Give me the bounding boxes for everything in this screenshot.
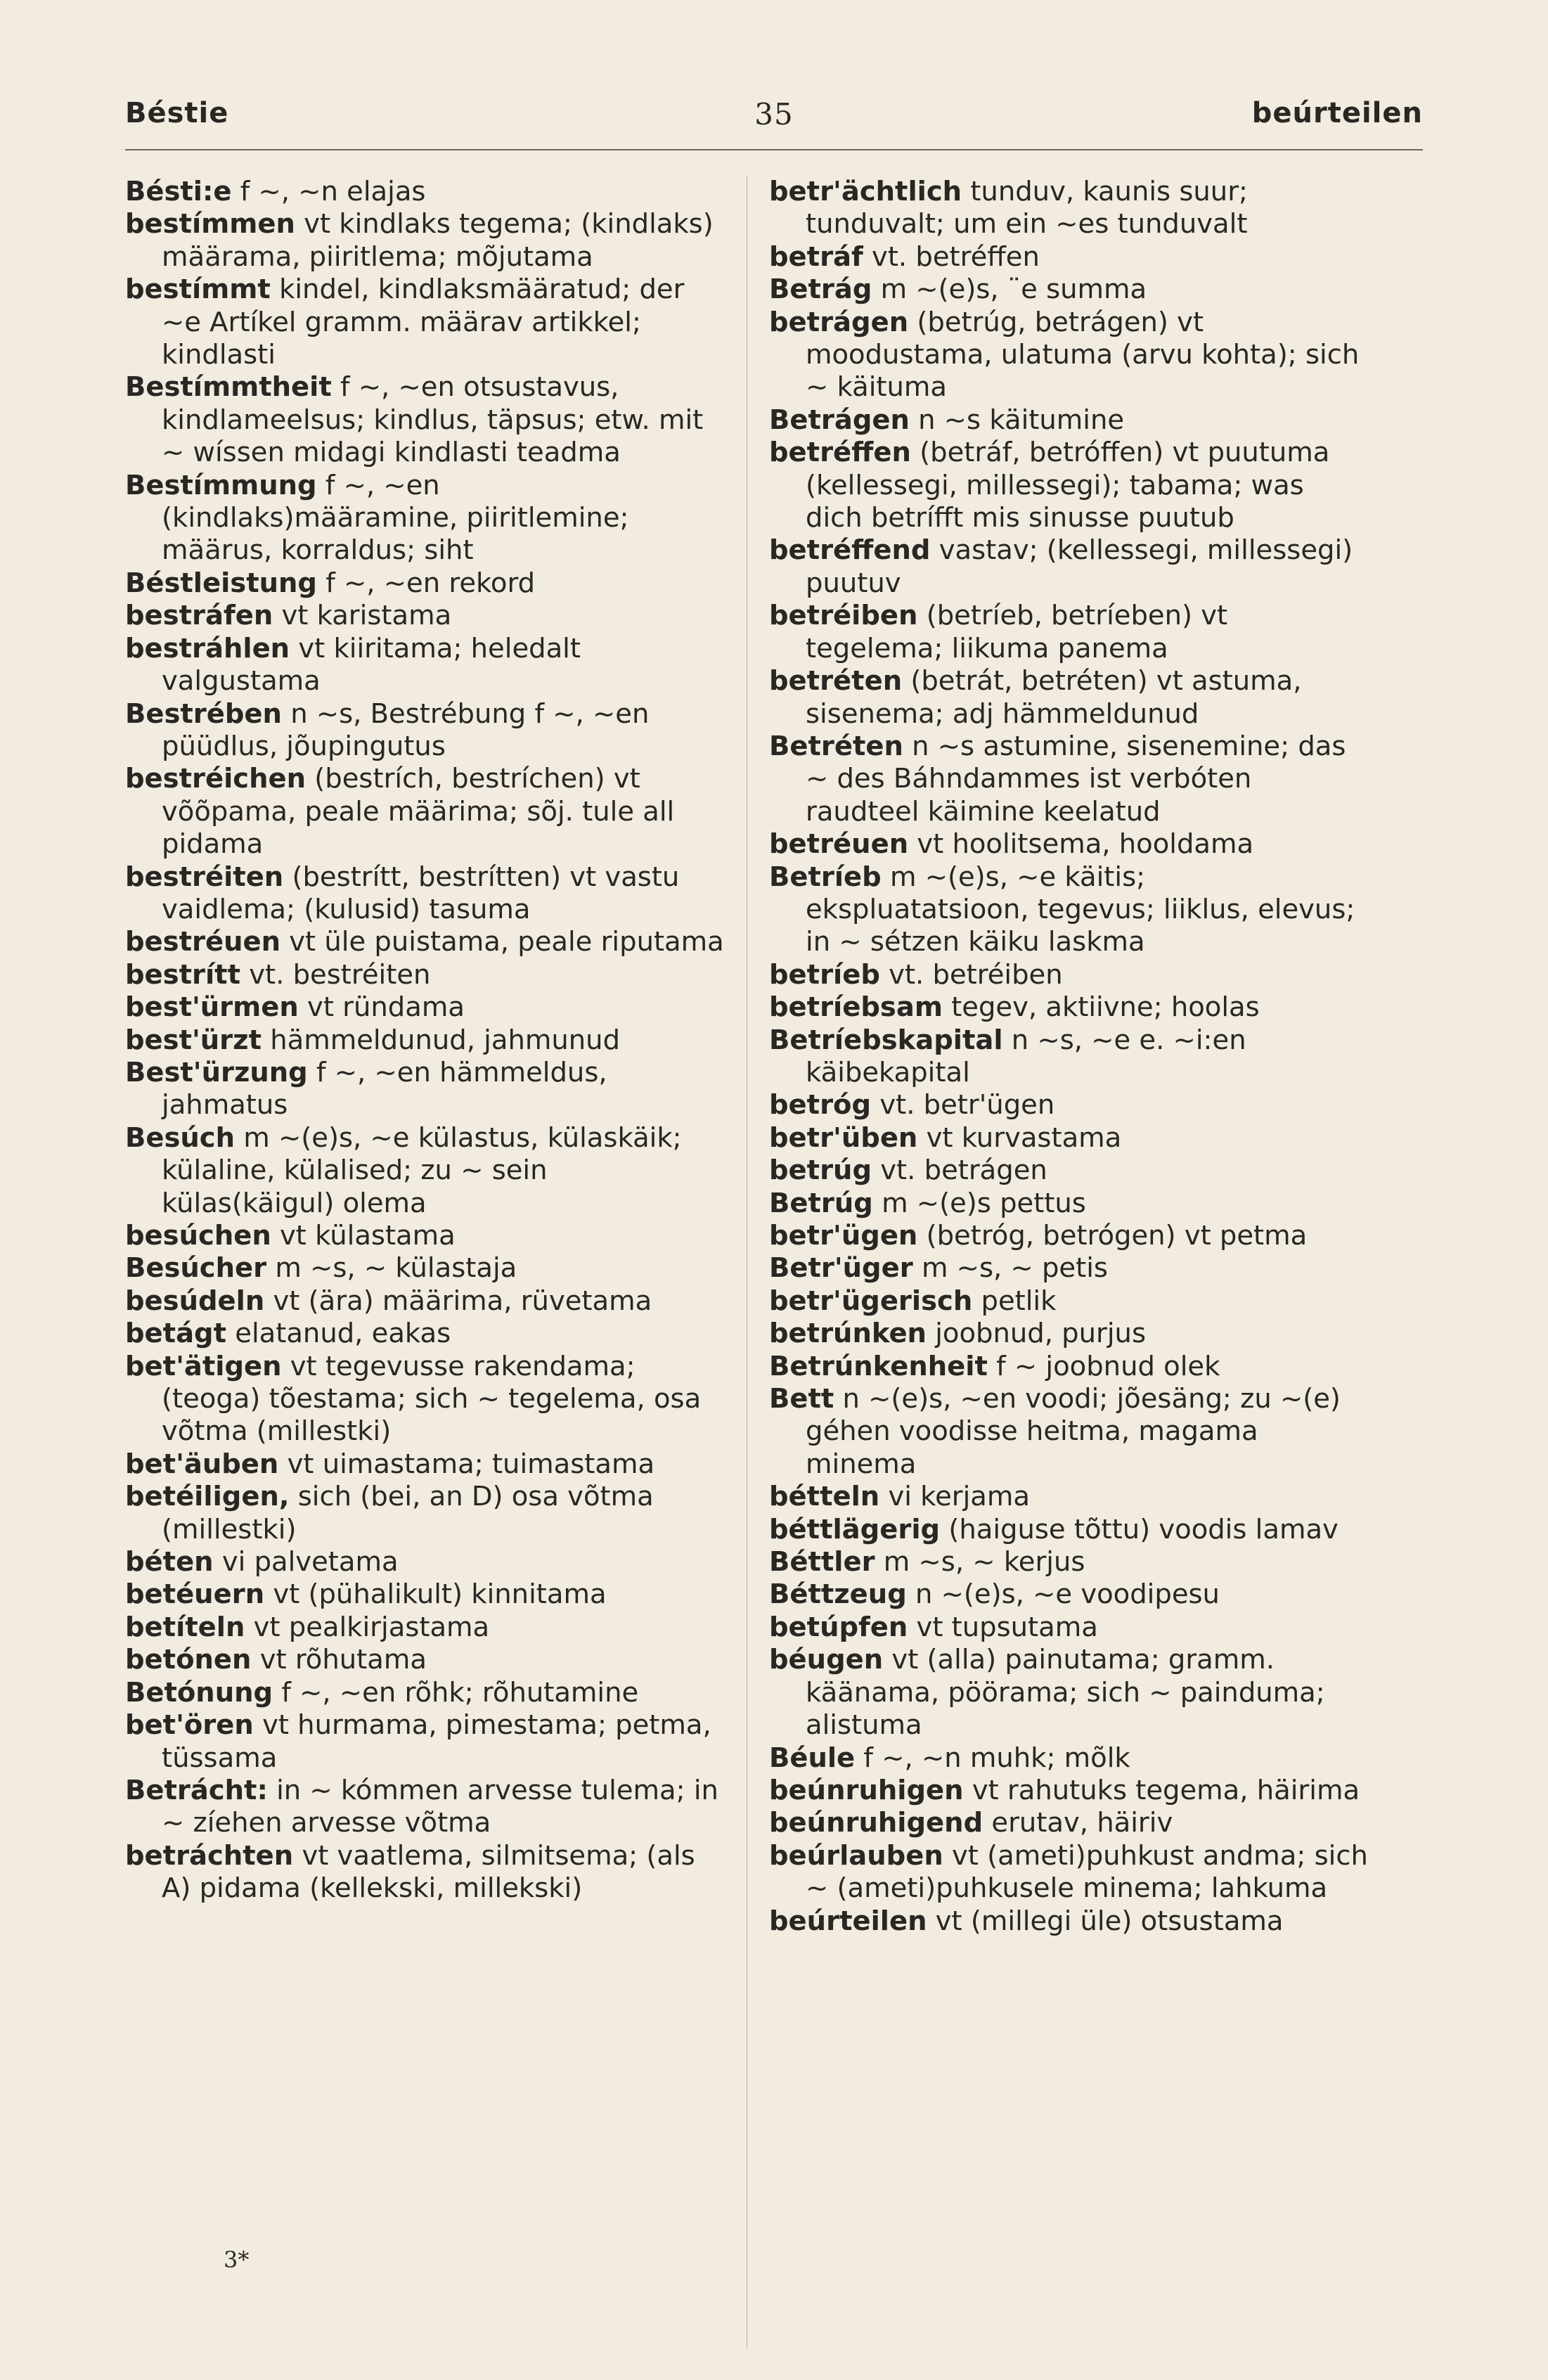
entry-headword: bestréichen [125, 763, 307, 795]
dictionary-entry [769, 1578, 1368, 1611]
entry-definition: n ~(e)s, ~e voodipesu [906, 1578, 1220, 1611]
header-right-guideword: beúrteilen [1251, 97, 1423, 129]
entry-definition: vt rahutuks tegema, häirima [963, 1774, 1360, 1806]
entry-headword: Betrúnkenheit [769, 1350, 988, 1382]
dictionary-entry [125, 1578, 724, 1611]
header-rule [125, 149, 1423, 150]
entry-definition: (betráf, betróffen) vt puutuma (kellessegi, millessegi); tabama; was dich betrífft mis sinusse puutub [806, 437, 1330, 534]
dictionary-entry [769, 1481, 1368, 1513]
entry-headword: Betr'üger [769, 1252, 913, 1285]
dictionary-entry [769, 991, 1368, 1024]
entry-headword: bet'ätigen [125, 1350, 282, 1382]
dictionary-entry [125, 371, 724, 469]
entry-definition: n ~s, Bestrébung f ~, ~en püüdlus, jõupingutus [162, 697, 650, 762]
dictionary-entry [125, 1840, 724, 1905]
entry-headword: bétteln [769, 1481, 880, 1513]
entry-definition: vt. betrágen [872, 1154, 1047, 1187]
dictionary-entry [125, 1775, 724, 1840]
dictionary-entry [769, 1154, 1368, 1187]
entry-headword: bestréiten [125, 861, 284, 893]
entry-headword: betéiligen, [125, 1481, 290, 1513]
entry-definition: vt uimastama; tuimastama [278, 1448, 655, 1480]
entry-definition: kindel, kindlaksmääratud; der ~e Artíkel gramm. määrav artikkel; kindlasti [162, 274, 685, 371]
dictionary-entry [769, 241, 1368, 274]
entry-definition: (bestrítt, bestrítten) vt vastu vaidlema; (kulusid) tasuma [162, 861, 680, 925]
entry-definition: vt (millegi üle) otsustama [927, 1905, 1284, 1937]
entry-definition: (bestrích, bestríchen) vt võõpama, peale määrima; sõj. tule all pidama [162, 763, 675, 861]
entry-headword: betréiben [769, 600, 918, 632]
entry-definition: joobnud, purjus [926, 1318, 1147, 1350]
entry-headword: Bésti:e [125, 176, 232, 207]
entry-definition: (betrúg, betrágen) vt moodustama, ulatuma (arvu kohta); sich ~ käituma [806, 306, 1360, 404]
entry-headword: bestímmen [125, 208, 295, 240]
right-column [769, 176, 1368, 1938]
dictionary-entry [125, 959, 724, 991]
dictionary-entry [125, 1285, 724, 1318]
entry-headword: bestrítt [125, 958, 240, 991]
entry-headword: bestráfen [125, 600, 273, 632]
entry-definition: vt. betréiben [879, 958, 1063, 991]
entry-headword: Betríeb [769, 861, 882, 893]
entry-headword: Bestímmtheit [125, 371, 332, 404]
entry-headword: bestráhlen [125, 632, 290, 664]
entry-definition: f ~, ~n elajas [231, 176, 426, 207]
dictionary-entry [769, 731, 1368, 828]
dictionary-entry [769, 600, 1368, 665]
entry-headword: beúrlauben [769, 1839, 943, 1872]
dictionary-entry [769, 176, 1368, 241]
entry-definition: f ~, ~en rekord [316, 567, 536, 599]
entry-definition: vt üle puistama, peale riputama [280, 926, 724, 958]
dictionary-entry [125, 208, 724, 274]
dictionary-entry [769, 1188, 1368, 1220]
entry-definition: erutav, häiriv [983, 1807, 1173, 1839]
entry-headword: betr'ügen [769, 1220, 918, 1252]
entry-definition: vt kiiritama; heledalt valgustama [162, 632, 581, 697]
entry-definition: f ~, ~n muhk; mõlk [855, 1742, 1130, 1774]
left-column [125, 176, 724, 1905]
dictionary-entry [769, 1318, 1368, 1350]
entry-headword: betrúnken [769, 1318, 927, 1350]
entry-headword: Bestrében [125, 697, 282, 730]
entry-headword: betréffen [769, 437, 911, 469]
entry-headword: betúpfen [769, 1611, 908, 1643]
entry-headword: Besúch [125, 1121, 236, 1154]
entry-headword: Betréten [769, 730, 903, 762]
dictionary-entry [125, 1252, 724, 1285]
entry-definition: m ~s, ~ petis [912, 1252, 1108, 1285]
entry-definition: f ~, ~en rõhk; rõhutamine [273, 1676, 639, 1709]
dictionary-entry [769, 1807, 1368, 1839]
dictionary-entry [125, 861, 724, 927]
entry-headword: betíteln [125, 1611, 245, 1643]
entry-headword: Béttzeug [769, 1578, 907, 1611]
dictionary-entry [125, 763, 724, 861]
entry-definition: tunduv, kaunis suur; tunduvalt; um ein ~es tunduvalt [806, 176, 1248, 240]
dictionary-entry [769, 437, 1368, 534]
entry-headword: Béttler [769, 1546, 875, 1578]
dictionary-entry [769, 1089, 1368, 1121]
entry-headword: Béule [769, 1742, 856, 1774]
entry-definition: m ~s, ~ külastaja [266, 1252, 517, 1285]
dictionary-entry [125, 1677, 724, 1709]
entry-definition: (betróg, betrógen) vt petma [917, 1220, 1308, 1252]
entry-definition: vt (pühalikult) kinnitama [264, 1578, 607, 1611]
entry-definition: vi palvetama [213, 1546, 399, 1578]
entry-definition: vt hoolitsema, hooldama [908, 828, 1254, 861]
entry-definition: vt tupsutama [908, 1611, 1098, 1643]
entry-definition: m ~(e)s, ~e käitis; ekspluatatsioon, tegevus; liiklus, elevus; in ~ sétzen käiku laskma [806, 861, 1355, 958]
entry-definition: sich (bei, an D) osa võtma (millestki) [162, 1481, 654, 1545]
dictionary-entry [769, 665, 1368, 731]
dictionary-entry [125, 1709, 724, 1775]
dictionary-entry [125, 567, 724, 600]
entry-definition: petlik [972, 1285, 1057, 1317]
dictionary-entry [125, 1448, 724, 1481]
entry-headword: beúnruhigen [769, 1774, 964, 1806]
dictionary-entry [769, 1220, 1368, 1252]
entry-headword: betréuen [769, 828, 909, 861]
entry-headword: Bett [769, 1383, 834, 1415]
dictionary-entry [125, 1546, 724, 1578]
entry-headword: Béstleistung [125, 567, 317, 599]
entry-headword: Besúcher [125, 1252, 267, 1285]
dictionary-entry [769, 534, 1368, 600]
entry-headword: Best'ürzung [125, 1056, 308, 1088]
entry-definition: vt külastama [271, 1220, 456, 1252]
dictionary-entry [769, 1612, 1368, 1644]
dictionary-entry [769, 1905, 1368, 1938]
entry-definition: f ~, ~en otsustavus, kindlameelsus; kindlus, täpsus; etw. mit ~ wíssen midagi kindlasti teadma [162, 371, 704, 469]
entry-definition: n ~s, ~e e. ~i:en käibekapital [806, 1024, 1246, 1088]
dictionary-entry [769, 1775, 1368, 1807]
entry-definition: vt kindlaks tegema; (kindlaks) määrama, piiritlema; mõjutama [162, 208, 714, 273]
entry-headword: Betrácht: [125, 1774, 268, 1806]
entry-definition: vt vaatlema, silmitsema; (als A) pidama (kellekski, millekski) [162, 1839, 695, 1905]
entry-definition: vt. betr'ügen [871, 1089, 1055, 1121]
dictionary-entry [125, 1220, 724, 1252]
dictionary-entry [769, 1742, 1368, 1775]
entry-headword: betráf [769, 240, 863, 273]
entry-definition: (betríeb, betríeben) vt tegelema; liikuma panema [806, 600, 1228, 664]
dictionary-entry [125, 1057, 724, 1122]
entry-definition: tegev, aktiivne; hoolas [942, 991, 1260, 1024]
entry-definition: vt ründama [298, 991, 465, 1024]
entry-headword: betríeb [769, 958, 880, 991]
entry-definition: n ~s astumine, sisenemine; das ~ des Báhndammes ist verbóten raudteel käimine keelatud [806, 730, 1346, 828]
entry-definition: vt rõhutama [251, 1644, 427, 1676]
entry-headword: besúdeln [125, 1285, 265, 1317]
dictionary-entry [125, 698, 724, 764]
dictionary-entry [125, 176, 724, 208]
entry-definition: vt (ära) määrima, rüvetama [264, 1285, 652, 1317]
entry-headword: betráchten [125, 1839, 294, 1872]
entry-headword: besúchen [125, 1220, 271, 1252]
entry-headword: Betrág [769, 274, 872, 306]
entry-definition: vt pealkirjastama [245, 1611, 490, 1643]
entry-definition: hämmeldunud, jahmunud [262, 1024, 621, 1056]
entry-definition: vt (ameti)puhkust andma; sich ~ (ameti)puhkusele minema; lahkuma [806, 1839, 1368, 1905]
dictionary-entry [125, 600, 724, 632]
entry-headword: bestímmt [125, 274, 271, 306]
entry-definition: (betrát, betréten) vt astuma, sisenema; adj hämmeldunud [806, 665, 1302, 730]
entry-headword: bestréuen [125, 926, 281, 958]
entry-definition: vastav; (kellessegi, millessegi) puutuv [806, 534, 1353, 599]
entry-definition: n ~(e)s, ~en voodi; jõesäng; zu ~(e) géhen voodisse heitma, magama minema [806, 1383, 1341, 1480]
entry-headword: betrúg [769, 1154, 872, 1187]
dictionary-entry [769, 1840, 1368, 1905]
entry-definition: vt kurvastama [917, 1121, 1122, 1154]
dictionary-entry [125, 1318, 724, 1350]
dictionary-entry [125, 1122, 724, 1220]
entry-headword: béugen [769, 1644, 884, 1676]
entry-definition: m ~(e)s, ~e külastus, külaskäik; külaline, külalised; zu ~ sein külas(käigul) olema [162, 1121, 682, 1219]
dictionary-entry [125, 1481, 724, 1546]
signature-mark: 3* [224, 2246, 250, 2273]
entry-headword: betrágen [769, 306, 909, 338]
entry-headword: bet'ören [125, 1709, 254, 1742]
dictionary-entry [125, 1351, 724, 1448]
page-number: 35 [754, 97, 794, 131]
entry-definition: in ~ kómmen arvesse tulema; in ~ zíehen arvesse võtma [162, 1774, 718, 1839]
entry-headword: beúrteilen [769, 1905, 927, 1937]
entry-headword: betr'ügerisch [769, 1285, 973, 1317]
dictionary-entry [769, 828, 1368, 861]
entry-definition: f ~, ~en hämmeldus, jahmatus [162, 1056, 607, 1121]
dictionary-entry [769, 1024, 1368, 1090]
entry-definition: vt karistama [273, 600, 452, 632]
entry-definition: m ~s, ~ kerjus [875, 1546, 1085, 1578]
dictionary-entry [769, 1383, 1368, 1481]
dictionary-entry [769, 1351, 1368, 1383]
entry-definition: vt (alla) painutama; gramm. käänama, pöörama; sich ~ painduma; alistuma [806, 1644, 1325, 1742]
entry-headword: Bestímmung [125, 469, 317, 501]
entry-definition: f ~, ~en (kindlaks)määramine, piiritlemine; määrus, korraldus; siht [162, 469, 629, 567]
dictionary-entry [125, 1612, 724, 1644]
dictionary-entry [125, 274, 724, 371]
entry-headword: béttlägerig [769, 1513, 941, 1545]
entry-definition: (haiguse tõttu) voodis lamav [940, 1513, 1339, 1545]
dictionary-entry [769, 1252, 1368, 1285]
dictionary-entry [769, 861, 1368, 959]
entry-definition: vt tegevusse rakendama; (teoga) tõestama; sich ~ tegelema, osa võtma (millestki) [162, 1350, 702, 1448]
entry-definition: elatanud, eakas [226, 1318, 451, 1350]
entry-headword: best'ürzt [125, 1024, 262, 1056]
entry-headword: béten [125, 1546, 214, 1578]
page-header [125, 97, 1423, 146]
dictionary-entry [125, 991, 724, 1024]
entry-definition: vt. betréffen [863, 240, 1040, 273]
entry-definition: f ~ joobnud olek [987, 1350, 1220, 1382]
entry-headword: Betríebskapital [769, 1024, 1003, 1056]
dictionary-entry [769, 404, 1368, 437]
dictionary-entry [769, 1285, 1368, 1318]
dictionary-entry [125, 633, 724, 698]
entry-headword: betónen [125, 1644, 252, 1676]
entry-definition: vt. bestréiten [240, 958, 431, 991]
entry-headword: Betrágen [769, 404, 910, 436]
entry-headword: betréffend [769, 534, 931, 567]
entry-headword: betr'üben [769, 1121, 918, 1154]
dictionary-entry [769, 307, 1368, 404]
header-left-guideword: Béstie [125, 97, 229, 129]
entry-definition: m ~(e)s pettus [872, 1187, 1086, 1219]
dictionary-entry [769, 959, 1368, 991]
dictionary-entry [769, 274, 1368, 306]
entry-headword: Betónung [125, 1676, 273, 1709]
entry-headword: beúnruhigend [769, 1807, 983, 1839]
dictionary-entry [125, 1644, 724, 1676]
entry-definition: vt hurmama, pimestama; petma, tüssama [162, 1709, 711, 1774]
dictionary-entry [769, 1514, 1368, 1546]
entry-headword: betágt [125, 1318, 227, 1350]
entry-headword: best'ürmen [125, 991, 299, 1024]
entry-headword: bet'äuben [125, 1448, 279, 1480]
entry-headword: betríebsam [769, 991, 943, 1024]
dictionary-entry [769, 1644, 1368, 1742]
entry-headword: betéuern [125, 1578, 265, 1611]
dictionary-entry [125, 470, 724, 567]
dictionary-entry [769, 1122, 1368, 1154]
dictionary-entry [125, 1024, 724, 1057]
entry-headword: betréten [769, 665, 903, 697]
entry-headword: Betrúg [769, 1187, 873, 1219]
entry-definition: n ~s käitumine [909, 404, 1125, 436]
entry-definition: m ~(e)s, ¨e summa [872, 274, 1147, 306]
entry-headword: betr'ächtlich [769, 176, 962, 207]
dictionary-entry [769, 1546, 1368, 1578]
dictionary-entry [125, 926, 724, 958]
entry-definition: vi kerjama [879, 1481, 1030, 1513]
entry-headword: betróg [769, 1089, 872, 1121]
